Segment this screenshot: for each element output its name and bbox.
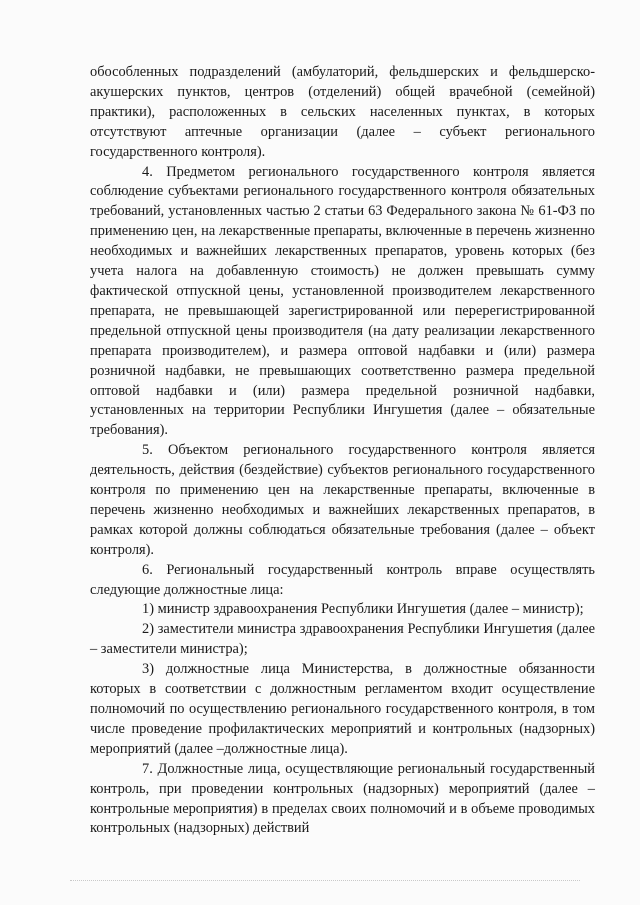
paragraph-continuation: обособленных подразделений (амбулаторий, фельдшерских и фельдшерско-акушерских пунктов, центров (отделений) общей врачебной (семейной) практики), расположенных в сельских населенных пунктах, в которых отсутствуют аптечные организации (далее – субъект регионального государственного контроля).	[90, 64, 595, 160]
paragraph-5-object: 5. Объектом регионального государственного контроля является деятельность, действия (бездействие) субъектов регионального государственного контроля по применению цен на лекарственные препараты, включенные в перечень жизненно необходимых и важнейших лекарственных препаратов, в рамках которой должны соблюдаться обязательные требования (далее – объект контроля).	[90, 442, 595, 558]
list-item-2-deputies: 2) заместители министра здравоохранения Республики Ингушетия (далее – заместители министра);	[90, 621, 595, 658]
footer-divider	[70, 880, 580, 882]
paragraph-7-officials-rights: 7. Должностные лица, осуществляющие региональный государственный контроль, при проведении контрольных (надзорных) мероприятий (далее – контрольные мероприятия) в пределах своих полномочий и в объеме проводимых контрольных (надзорных) действий	[90, 760, 595, 837]
list-item-3-officers: 3) должностные лица Министерства, в должностные обязанности которых в соответствии с должностным регламентом входит осуществление полномочий по осуществлению регионального государственного контроля, в том числе проведение профилактических мероприятий и контрольных (надзорных) мероприятий (далее –должностные лица).	[90, 661, 595, 757]
list-item-1-minister: 1) министр здравоохранения Республики Ингушетия (далее – министр);	[142, 601, 584, 618]
paragraph-6-officials: 6. Региональный государственный контроль вправе осуществлять следующие должностные лица:	[90, 561, 595, 598]
paragraph-4-subject: 4. Предметом регионального государственного контроля является соблюдение субъектами регионального государственного контроля обязательных требований, установленных частью 2 статьи 63 Федерального закона № 61-ФЗ по применению цен, на лекарственные препараты, включенные в перечень жизненно необходимых и важнейших лекарственных препаратов, уровень которых (без учета налога на добавленную стоимость) не должен превышать сумму фактической отпускной цены, установленной производителем лекарственного препарата, не превышающей зарегистрированной или перерегистрированной предельной отпускной цены производителя (на дату реализации лекарственного препарата производителем), и размера оптовой надбавки и (или) размера розничной надбавки, не превышающих соответственно размера предельной оптовой надбавки и (или) размера предельной розничной надбавки, установленных на территории Республики Ингушетия (далее – обязательные требования).	[90, 163, 595, 439]
document-body	[90, 63, 595, 839]
